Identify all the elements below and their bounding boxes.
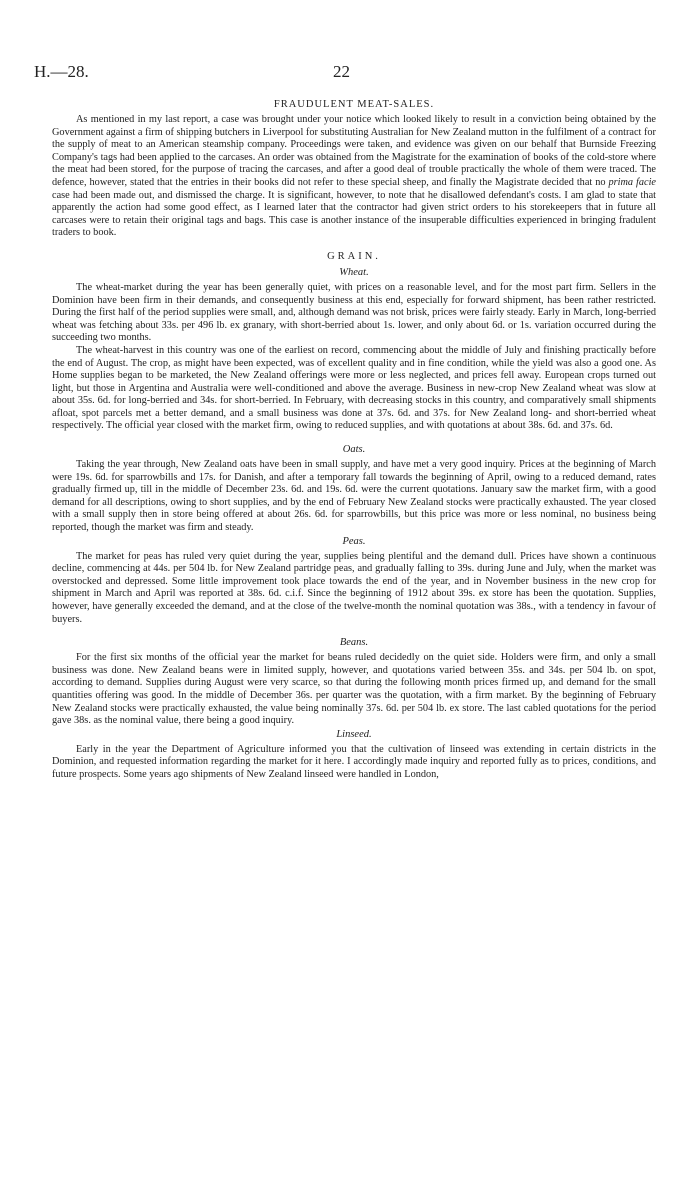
paragraph-fraudulent-meat-sales — [52, 114, 656, 240]
heading-grain: GRAIN. — [327, 250, 381, 262]
fraudulent-text-end: case had been made out, and dismissed the charge. It is significant, however, to note that he disallowed defendant's costs. I am glad to state that apparently the action had some good effect, as I learned later that the contractor had given strict orders to his storekeepers that in future all carcases were to retain their original tags and bags. This case is another instance of the insuperable difficulties experienced in bringing fradulent traders to book. — [52, 189, 656, 239]
fraudulent-text-italic: prima facie — [608, 176, 657, 188]
heading-wheat: Wheat. — [339, 266, 369, 278]
paragraph-peas: The market for peas has ruled very quiet during the year, supplies being plentiful and the demand dull. Prices have shown a continuous decline, commencing at 44s. per 504 lb. for New Zealand partridge peas, and gradually falling to 39s. during June and July, when the market was overstocked and depressed. Some little improvement took place towards the end of the year, and in November business in the new crop for shipment in March and April was reported at 38s. 6d. c.i.f. Since the beginning of 1912 about 39s. ex store has been the quotation. Supplies, however, have generally exceeded the demand, and at the close of the twelve-month the nominal quotation was 38s., with a tendency in favour of buyers. — [52, 550, 656, 625]
heading-fraudulent-meat-sales: FRAUDULENT MEAT-SALES. — [273, 99, 435, 110]
fraudulent-text-start: As mentioned in my last report, a case was brought under your notice which looked likely to result in a conviction being obtained by the Government against a firm of shipping butchers in Liverpool for substituting Australian for New Zealand mutton in the fulfilment of a contract for the supply of meat to an American steamship company. Proceedings were taken, and evidence was given on our behalf that Burnside Freezing Company's tags had been applied to the carcases. An order was obtained from the Magistrate for the examination of books of the cold-store where the meat had been stored, for the purpose of tracing the carcases, and after a good deal of trouble practically the whole of them were traced. The defence, however, stated that the entries in their books did not refer to these special sheep, and finally the Magistrate decided that no — [52, 114, 656, 188]
heading-oats: Oats. — [342, 444, 366, 456]
paragraph-oats: Taking the year through, New Zealand oats have been in small supply, and have met a very good inquiry. Prices at the beginning of March were 19s. 6d. for sparrowbills and 17s. for Danish, and after a temporary fall towards the beginning of April, owing to a reduced demand, rates gradually firmed up, till in the middle of December 23s. 6d. and 19s. 6d. were the current quotations. January saw the market firm, with a good demand for all descriptions, owing to short supplies, and by the end of February New Zealand stocks were practically exhausted. The year closed with a small supply then in store being offered at about 26s. 6d. for sparrowbills, but this price was more or less nominal, no business being reported, though the market was firm and steady. — [52, 459, 656, 534]
page-number: 22 — [333, 62, 350, 81]
paragraph-wheat-1: The wheat-market during the year has been generally quiet, with prices on a reasonable level, and for the most part firm. Sellers in the Dominion have been firm in their demands, and consequently business at this end, especially for forward shipment, has been rather restricted. During the first half of the period supplies were small, and, although demand was not brisk, prices were fairly steady. Early in March, long-berried wheat was fetching about 33s. per 496 lb. ex granary, with short-berried about 1s. lower, and only about 6d. or 1s. variation occurred during the succeeding two months. — [52, 281, 656, 344]
page-content — [52, 98, 656, 782]
document-reference: H.—28. — [34, 62, 89, 81]
paragraph-beans: For the first six months of the official year the market for beans ruled decidedly on the quiet side. Holders were firm, and only a small business was done. New Zealand beans were in limited supply, however, and quotations varied between 35s. and 34s. per 504 lb. on spot, according to demand. Supplies during August were very scarce, so that during the following month prices firmed up, and demand for the small quantities offering was good. In the middle of December 36s. per quarter was the quotation, with a firm market. By the beginning of February New Zealand stocks were practically exhausted, the value being nominally 37s. 6d. per 504 lb. ex store. The last cabled quotations for the period gave 38s. as the nominal value, there being a good inquiry. — [52, 652, 656, 727]
paragraph-linseed: Early in the year the Department of Agriculture informed you that the cultivation of linseed was extending in certain districts in the Dominion, and requested information regarding the market for it here. I accordingly made inquiry and reported fully as to prices, conditions, and future prospects. Some years ago shipments of New Zealand linseed were handled in London, — [52, 743, 656, 780]
heading-beans: Beans. — [339, 637, 369, 649]
heading-linseed: Linseed. — [336, 728, 372, 740]
heading-peas: Peas. — [342, 535, 366, 547]
paragraph-wheat-2: The wheat-harvest in this country was one of the earliest on record, commencing about the middle of July and finishing practically before the end of August. The crop, as might have been expected, was of excellent quality and in fine condition, while the yield was also a good one. As Home supplies began to be marketed, the New Zealand offerings were more or less neglected, and prices fell away. European crops turned out light, but those in Argentina and Australia were well-conditioned and above the average. Business in new-crop New Zealand wheat was slow at about 35s. 6d. for long-berried and 34s. for short-berried. In February, with decreasing stocks in this country, and comparatively small shipments afloat, spot parcels met a better demand, and a small business was done at 37s. 6d. and 37s. for New Zealand long- and short-berried wheat respectively. The official year closed with the market firm, owing to reduced supplies, and with quotations at about 38s. 6d. and 37s. 6d. — [52, 344, 656, 432]
